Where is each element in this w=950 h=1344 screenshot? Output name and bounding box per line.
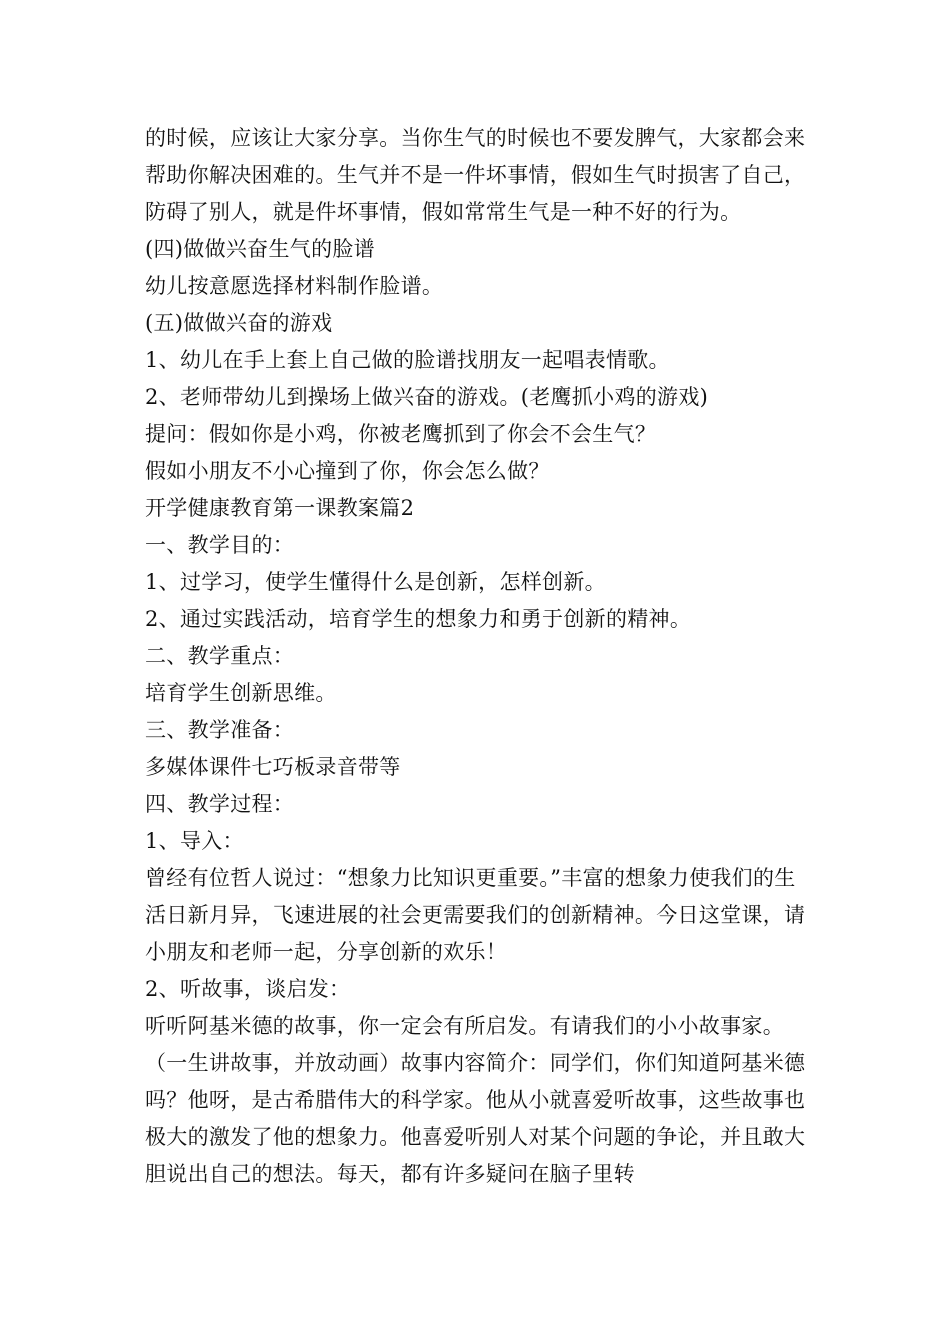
goal-item-1: 1、过学习，使学生懂得什么是创新，怎样创新。 <box>145 570 606 594</box>
list-item-1: 1、幼儿在手上套上自己做的脸谱找朋友一起唱表情歌。 <box>145 348 670 372</box>
heading-teaching-process: 四、教学过程： <box>145 792 295 816</box>
list-item-2: 2、老师带幼儿到操场上做兴奋的游戏。(老鹰抓小鸡的游戏) <box>145 385 709 409</box>
section-heading-5: (五)做做兴奋的游戏 <box>145 311 333 335</box>
lesson-title: 开学健康教育第一课教案篇2 <box>145 496 415 520</box>
heading-teaching-goals: 一、教学目的： <box>145 533 295 557</box>
paragraph-anger-discussion: 的时候，应该让大家分享。当你生气的时候也不要发脾气，大家都会来帮助你解决困难的。生气并不是一件坏事情，假如生气时损害了自己，防碍了别人，就是件坏事情，假如常常生气是一种不好的行为。 <box>145 126 806 224</box>
paragraph-prep: 多媒体课件七巧板录音带等 <box>145 755 401 779</box>
heading-teaching-prep: 三、教学准备： <box>145 718 295 742</box>
process-step-2: 2、听故事，谈启发： <box>145 977 351 1001</box>
document-body <box>145 120 815 1193</box>
paragraph-introduction: 曾经有位哲人说过：“想象力比知识更重要。”丰富的想象力使我们的生活日新月异，飞速进展的社会更需要我们的创新精神。今日这堂课，请小朋友和老师一起，分享创新的欢乐！ <box>145 866 806 964</box>
paragraph-focus: 培育学生创新思维。 <box>145 681 337 705</box>
paragraph-story: 听听阿基米德的故事，你一定会有所启发。有请我们的小小故事家。（一生讲故事，并放动画）故事内容简介：同学们，你们知道阿基米德吗？他呀，是古希腊伟大的科学家。他从小就喜爱听故事，这些故事也极大的激发了他的想象力。他喜爱听别人对某个问题的争论，并且敢大胆说出自己的想法。每天，都有许多疑问在脑子里转 <box>145 1014 806 1186</box>
question-line-2: 假如小朋友不小心撞到了你，你会怎么做？ <box>145 459 550 483</box>
heading-teaching-focus: 二、教学重点： <box>145 644 295 668</box>
goal-item-2: 2、通过实践活动，培育学生的想象力和勇于创新的精神。 <box>145 607 692 631</box>
section-heading-4: (四)做做兴奋生气的脸谱 <box>145 237 375 261</box>
paragraph-make-masks: 幼儿按意愿选择材料制作脸谱。 <box>145 274 444 298</box>
question-line-1: 提问：假如你是小鸡，你被老鹰抓到了你会不会生气？ <box>145 422 657 446</box>
process-step-1: 1、导入： <box>145 829 244 853</box>
